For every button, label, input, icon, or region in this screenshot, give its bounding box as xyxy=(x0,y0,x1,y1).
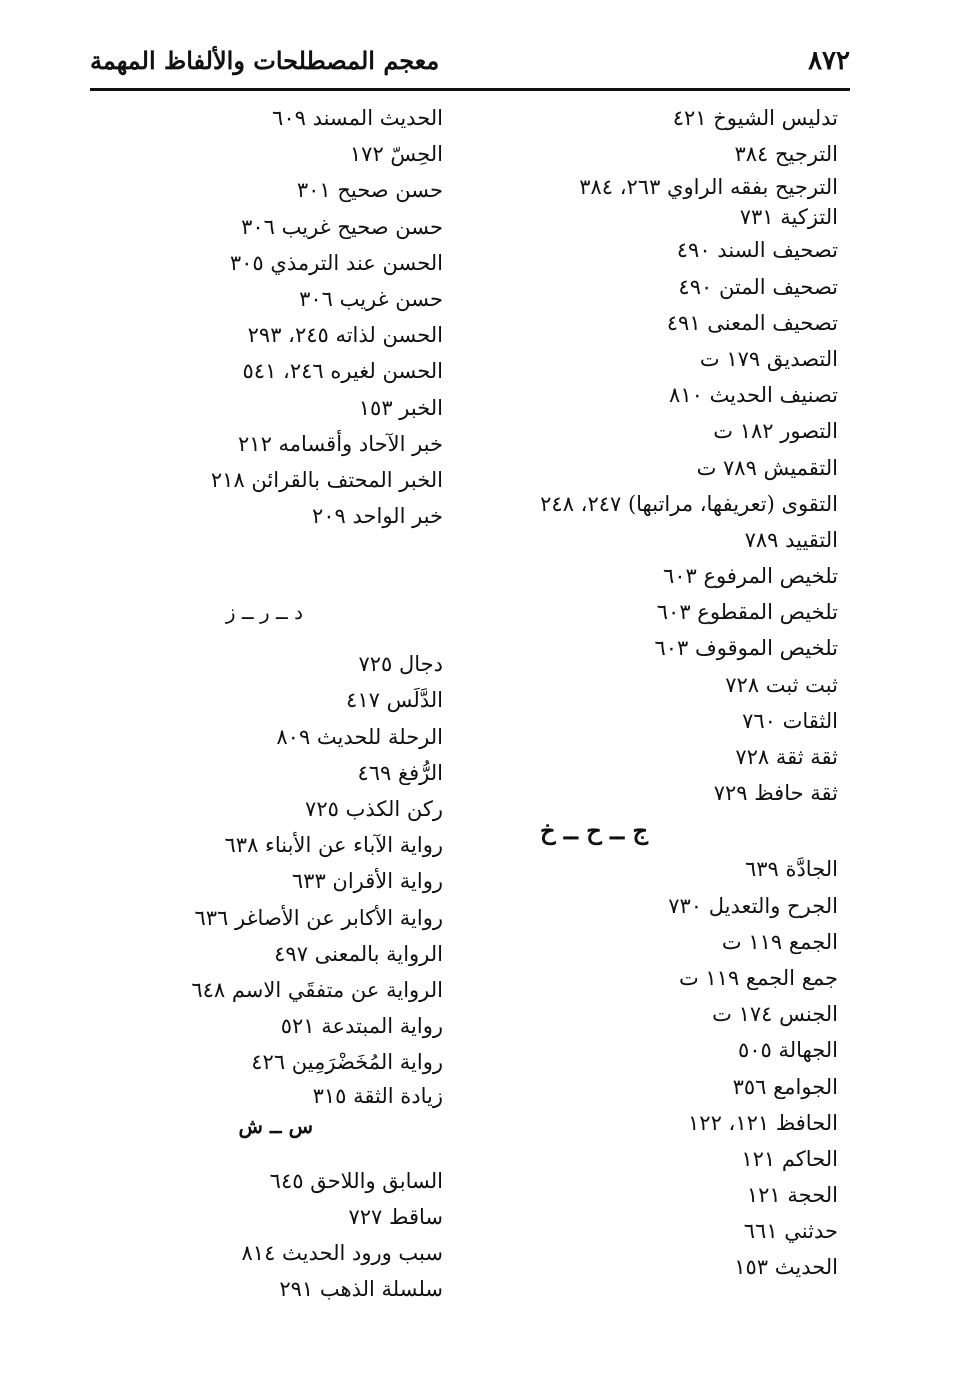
index-entry: التقييد ٧٨٩ xyxy=(744,527,838,552)
spacer xyxy=(113,1141,443,1163)
index-entry: رواية المُخَضْرَمِين ٤٢٦ xyxy=(251,1050,443,1075)
index-entry: خبر الآحاد وأقسامه ٢١٢ xyxy=(238,431,443,456)
index-entry: الجادَّة ٦٣٩ xyxy=(744,857,838,882)
section-heading: ج ــ ح ــ خ xyxy=(539,816,648,846)
index-entry: الجوامع ٣٥٦ xyxy=(732,1074,838,1099)
index-entry: الحديث المسند ٦٠٩ xyxy=(272,106,443,130)
index-entry: سلسلة الذهب ٢٩١ xyxy=(279,1277,443,1302)
index-entry: الخبر ١٥٣ xyxy=(358,395,443,420)
index-column-left xyxy=(113,100,443,1307)
index-entry: الدَّلَس ٤١٧ xyxy=(346,688,443,713)
header-rule xyxy=(90,88,850,91)
index-entry: الرواية عن متفقَي الاسم ٦٤٨ xyxy=(191,977,443,1002)
index-entry: الترجيح ٣٨٤ xyxy=(734,142,838,167)
index-entry: السابق واللاحق ٦٤٥ xyxy=(269,1168,443,1193)
index-entry: الحسن عند الترمذي ٣٠٥ xyxy=(229,250,443,275)
section-heading: س ــ ش xyxy=(238,1113,313,1138)
index-entry: ركن الكذب ٧٢٥ xyxy=(305,797,443,821)
index-entry: رواية الأقران ٦٣٣ xyxy=(291,869,443,894)
index-entry: الحجة ١٢١ xyxy=(746,1183,838,1208)
spacer xyxy=(113,632,443,646)
index-entry: التقوى (تعريفها، مراتبها) ٢٤٧، ٢٤٨ xyxy=(540,491,838,516)
index-entry: زيادة الثقة ٣١٥ xyxy=(312,1083,443,1108)
index-entry: تلخيص المقطوع ٦٠٣ xyxy=(656,600,838,625)
index-entry: التصديق ١٧٩ ت xyxy=(699,346,838,371)
index-entry: تصحيف المتن ٤٩٠ xyxy=(678,274,838,299)
page-header xyxy=(90,40,850,88)
index-entry: التصور ١٨٢ ت xyxy=(713,419,838,444)
spacer xyxy=(113,534,443,592)
index-entry: الحافظ ١٢١، ١٢٢ xyxy=(688,1110,838,1135)
index-entry: الترجيح بفقه الراوي ٢٦٣، ٣٨٤ xyxy=(579,175,838,200)
index-entry: الرحلة للحديث ٨٠٩ xyxy=(276,724,443,749)
index-entry: ثبت ثبت ٧٢٨ xyxy=(725,672,838,697)
index-column-right xyxy=(508,100,838,1286)
index-entry: الحسن لغيره ٢٤٦، ٥٤١ xyxy=(242,359,443,384)
index-entry: حسن صحيح ٣٠١ xyxy=(296,178,443,203)
index-entry: التزكية ٧٣١ xyxy=(739,205,838,230)
index-entry: حسن غريب ٣٠٦ xyxy=(299,286,443,311)
index-entry: تلخيص الموقوف ٦٠٣ xyxy=(654,636,838,661)
index-entry: تلخيص المرفوع ٦٠٣ xyxy=(663,564,838,589)
running-title: معجم المصطلحات والألفاظ المهمة xyxy=(90,46,440,75)
index-entry: رواية المبتدعة ٥٢١ xyxy=(280,1014,443,1039)
index-entry: جمع الجمع ١١٩ ت xyxy=(678,965,838,990)
index-entry: الحسن لذاته ٢٤٥، ٢٩٣ xyxy=(247,323,443,348)
index-entry: ثقة حافظ ٧٢٩ xyxy=(713,781,838,806)
page-number: ٨٧٢ xyxy=(808,46,850,76)
index-entry: الرواية بالمعنى ٤٩٧ xyxy=(274,941,443,966)
index-entry: تصحيف المعنى ٤٩١ xyxy=(666,310,838,335)
index-entry: ساقط ٧٢٧ xyxy=(348,1204,443,1229)
index-entry: الخبر المحتف بالقرائن ٢١٨ xyxy=(210,467,443,492)
index-entry: حسن صحيح غريب ٣٠٦ xyxy=(241,214,443,239)
section-heading: د ــ ر ــ ز xyxy=(225,600,303,625)
index-entry: تصحيف السند ٤٩٠ xyxy=(676,238,838,263)
index-entry: الجهالة ٥٠٥ xyxy=(737,1038,838,1063)
index-entry: رواية الأكابر عن الأصاغر ٦٣٦ xyxy=(194,905,443,930)
index-entry: الجمع ١١٩ ت xyxy=(721,929,838,954)
index-entry: ثقة ثقة ٧٢٨ xyxy=(735,745,838,769)
index-entry: الثقات ٧٦٠ xyxy=(742,708,838,733)
index-entry: سبب ورود الحديث ٨١٤ xyxy=(241,1240,443,1265)
index-entry: الرُّفغ ٤٦٩ xyxy=(357,760,443,785)
index-entry: تدليس الشيوخ ٤٢١ xyxy=(672,106,838,130)
index-entry: تصنيف الحديث ٨١٠ xyxy=(669,383,838,408)
index-entry: التقميش ٧٨٩ ت xyxy=(696,455,838,480)
index-entry: دجال ٧٢٥ xyxy=(358,652,443,677)
index-entry: الجنس ١٧٤ ت xyxy=(712,1002,838,1027)
index-entry: الجرح والتعديل ٧٣٠ xyxy=(668,893,838,918)
index-entry: الحديث ١٥٣ xyxy=(734,1255,838,1280)
index-entry: حدثني ٦٦١ xyxy=(743,1219,838,1244)
index-entry: رواية الآباء عن الأبناء ٦٣٨ xyxy=(224,833,443,858)
index-entry: الحاكم ١٢١ xyxy=(741,1146,838,1171)
index-entry: الحِسّ ١٧٢ xyxy=(349,142,443,167)
index-entry: خبر الواحد ٢٠٩ xyxy=(311,504,443,529)
